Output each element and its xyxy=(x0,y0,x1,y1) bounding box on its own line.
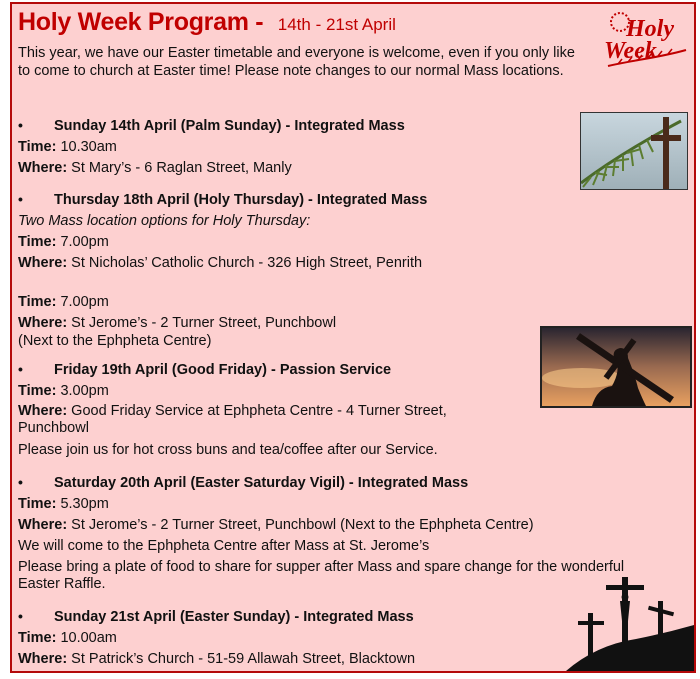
event-heading-text: Sunday 21st April (Easter Sunday) - Integrated Mass xyxy=(54,609,414,625)
where-label: Where: xyxy=(18,517,68,533)
program-panel xyxy=(10,2,696,673)
bullet: • xyxy=(18,191,23,207)
where-label: Where: xyxy=(18,255,68,271)
where-label: Where: xyxy=(18,651,68,667)
time-value: 7.00pm xyxy=(56,294,109,310)
calvary-crosses-icon xyxy=(566,575,694,671)
event-palm-sunday xyxy=(18,116,405,177)
where-note: (Next to the Ephpheta Centre) xyxy=(18,333,212,349)
event-heading-text: Thursday 18th April (Holy Thursday) - Integrated Mass xyxy=(54,192,428,208)
event-note: We will come to the Ephpheta Centre after Mass at St. Jerome’s xyxy=(18,538,430,554)
where-value: St Jerome’s - 2 Turner Street, Punchbowl xyxy=(67,315,337,331)
time-value: 10.00am xyxy=(56,630,117,646)
time-value: 10.30am xyxy=(56,139,117,155)
event-good-friday xyxy=(18,360,488,459)
title-row xyxy=(18,8,396,37)
time-label: Time: xyxy=(18,630,57,646)
event-heading-text: Friday 19th April (Good Friday) - Passion Service xyxy=(54,362,392,378)
time-label: Time: xyxy=(18,139,57,155)
where-label: Where: xyxy=(18,315,68,331)
bullet: • xyxy=(18,608,23,624)
cross-bearer-image xyxy=(540,326,692,408)
where-value: St Patrick’s Church - 51-59 Allawah Street, Blacktown xyxy=(67,651,416,667)
logo-holy-text: Holy xyxy=(626,16,674,42)
where-value: St Jerome’s - 2 Turner Street, Punchbowl (Next to the Ephpheta Centre) xyxy=(67,517,534,533)
time-label: Time: xyxy=(18,234,57,250)
time-value: 3.00pm xyxy=(56,383,109,399)
time-label: Time: xyxy=(18,496,57,512)
event-heading-text: Sunday 14th April (Palm Sunday) - Integrated Mass xyxy=(54,118,405,134)
event-note: Please bring a plate of food to share for supper after Mass and spare change for the wonderful Easter Raffle. xyxy=(18,559,625,592)
event-easter-sunday xyxy=(18,607,415,668)
time-value: 7.00pm xyxy=(56,234,109,250)
time-value: 5.30pm xyxy=(56,496,109,512)
where-label: Where: xyxy=(18,403,68,419)
where-value: St Nicholas’ Catholic Church - 326 High Street, Penrith xyxy=(67,255,423,271)
date-range: 14th - 21st April xyxy=(277,15,396,34)
event-note: Please join us for hot cross buns and tea/coffee after our Service. xyxy=(18,442,438,458)
event-heading-text: Saturday 20th April (Easter Saturday Vigil) - Integrated Mass xyxy=(54,475,469,491)
holy-week-logo xyxy=(598,8,688,70)
bullet: • xyxy=(18,117,23,133)
time-label: Time: xyxy=(18,294,57,310)
event-holy-thursday xyxy=(18,190,427,350)
bullet: • xyxy=(18,361,23,377)
where-label: Where: xyxy=(18,160,68,176)
logo-week-text: Week xyxy=(604,38,657,64)
palm-cross-image xyxy=(580,112,688,190)
event-note: Two Mass location options for Holy Thursday: xyxy=(18,213,311,229)
bullet: • xyxy=(18,474,23,490)
where-value: St Mary’s - 6 Raglan Street, Manly xyxy=(67,160,292,176)
where-value: Good Friday Service at Ephpheta Centre - 4 Turner Street, Punchbowl xyxy=(18,403,447,436)
intro-paragraph: This year, we have our Easter timetable and everyone is welcome, even if you only like to come to church at Easter time! Please note changes to our normal Mass locations. xyxy=(18,45,575,79)
event-heading xyxy=(18,116,405,135)
page-title: Holy Week Program - xyxy=(18,8,264,36)
time-label: Time: xyxy=(18,383,57,399)
